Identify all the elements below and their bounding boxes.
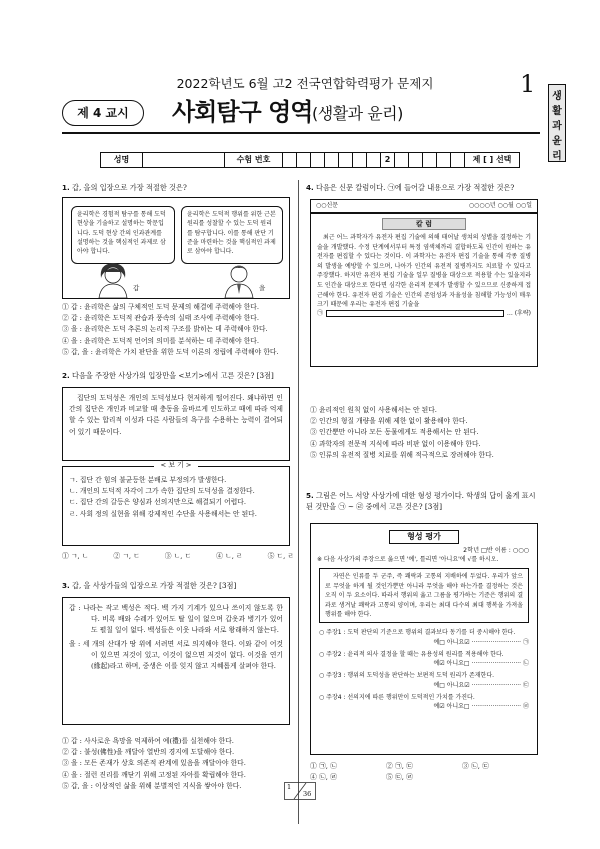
newspaper-name: ○○신문 bbox=[316, 202, 339, 209]
claim-text: ○ 주장1 : 도덕 판단의 기준으로 행위의 결과보다 동기를 더 중시해야 한다. bbox=[319, 629, 516, 637]
exam-number-digit[interactable] bbox=[297, 153, 311, 167]
footer-total: 36 bbox=[303, 790, 312, 798]
side-tab-char: 과 bbox=[552, 121, 562, 132]
student-info: 2학년 □반 이름 : ○○○ bbox=[463, 547, 529, 554]
answer-choice[interactable]: ⑤ ㄷ, ㄹ bbox=[267, 552, 294, 560]
bogi-item: ㄷ. 집단 간의 갈등은 양심과 선의지만으로 해결되기 어렵다. bbox=[69, 498, 247, 507]
exam-number-digit[interactable] bbox=[451, 153, 465, 167]
question-text: 다음을 주장한 사상가의 입장만을 <보기>에서 고른 것은? [3점] bbox=[72, 371, 274, 380]
info-bar bbox=[100, 152, 520, 168]
page-number: 1 bbox=[520, 70, 536, 98]
question-number: 1. bbox=[62, 183, 70, 192]
answer-choice[interactable]: ② 인간의 형질 개량을 위해 제한 없이 활용해야 한다. bbox=[310, 417, 468, 426]
answer-choice[interactable]: ④ ㄴ, ㄹ bbox=[216, 552, 243, 560]
answer-choice[interactable]: ① 갑 : 윤리학은 삶의 구체적인 도덕 문제의 해결에 주력해야 한다. bbox=[62, 303, 259, 311]
newspaper-date: ○○○○년 ○○월 ○○일 bbox=[468, 202, 532, 209]
question-4-choices bbox=[310, 405, 542, 461]
column-title: 칼 럼 bbox=[382, 218, 466, 230]
side-tab-char: 생 bbox=[552, 91, 562, 102]
question-3-stem bbox=[62, 580, 294, 591]
question-number: 3. bbox=[62, 581, 70, 590]
answer-choice[interactable]: ③ ㄴ, ㄷ bbox=[164, 552, 192, 560]
answer-choice[interactable]: ① ㄱ, ㄴ bbox=[62, 552, 89, 560]
answer-choice[interactable]: ② 갑 : 윤리학은 도덕적 관습과 풍속의 실태 조사에 주력해야 한다. bbox=[62, 314, 259, 323]
column-ellipsis: … (후략) bbox=[506, 309, 531, 317]
answer-choice[interactable]: ④ 을 : 윤리학은 도덕적 언어의 의미를 분석하는 데 주력해야 한다. bbox=[62, 336, 259, 345]
question-2-choices bbox=[62, 551, 294, 562]
question-3-passage bbox=[62, 597, 290, 725]
page-footer bbox=[284, 782, 316, 800]
blank-marker: ㉠ bbox=[317, 309, 324, 317]
question-text: 그림은 어느 서양 사상가에 대한 형성 평가이다. 학생의 답이 옳게 표시된 것만을 ㉠ ~ ㉣ 중에서 고른 것은? [3점] bbox=[306, 491, 536, 511]
answer-choice[interactable]: ① 갑 : 사사로운 욕망을 억제하여 예(禮)를 실천해야 한다. bbox=[62, 737, 234, 745]
question-text: 갑, 을 사상가들의 입장으로 가장 적절한 것은? [3점] bbox=[72, 581, 237, 590]
exam-number-digit[interactable] bbox=[395, 153, 409, 167]
answer-choice[interactable]: ③ ㉡, ㉢ bbox=[462, 762, 489, 770]
speech-bubble-a: 윤리학은 경험적 탐구를 통해 도덕 현상을 기술하고 설명하는 학문입니다. 도덕 현상 간의 인과관계를 설명하는 것을 핵심적인 과제로 삼아야 합니다. bbox=[71, 206, 175, 264]
exam-number-digit[interactable] bbox=[437, 153, 451, 167]
answer-choice[interactable]: ⑤ 갑, 을 : 이상적인 삶을 위해 분별적인 지식을 쌓아야 한다. bbox=[62, 781, 242, 790]
bogi-title: < 보 기 > bbox=[154, 461, 197, 469]
claims-list bbox=[311, 626, 537, 713]
claim-answer[interactable]: 예☑ 아니요□ ·························· ㉡ bbox=[433, 660, 529, 668]
question-5-stem bbox=[306, 490, 540, 512]
bogi-item: ㄴ. 개인의 도덕적 자각이 그가 속한 집단의 도덕성을 결정한다. bbox=[69, 487, 255, 496]
answer-choice[interactable]: ④ 과학자의 전문적 지식에 따라 비판 없이 이용해야 한다. bbox=[310, 439, 481, 448]
question-number: 5. bbox=[306, 491, 314, 500]
side-tab-char: 리 bbox=[552, 151, 562, 162]
answer-choice[interactable]: ① 윤리적인 원칙 없이 사용해서는 안 된다. bbox=[310, 406, 437, 414]
side-tab-char: 활 bbox=[552, 106, 562, 117]
claim-text: ○ 주장3 : 행위의 도덕성을 판단하는 보편적 도덕 원리가 존재한다. bbox=[319, 672, 495, 680]
column-divider bbox=[298, 180, 299, 824]
question-2-passage: 집단의 도덕성은 개인의 도덕성보다 현저하게 떨어진다. 왜냐하면 인간의 집단은 개인과 비교할 때 충동을 올바르게 인도하고 때에 따라 억제할 수 있는 합리적 이성과 다른 사람들의 욕구를 수용하는 능력이 결여되어 있기 때문이다. bbox=[62, 387, 290, 461]
exam-number-digit[interactable] bbox=[339, 153, 353, 167]
question-5-choices bbox=[310, 761, 536, 783]
exam-number-digit[interactable] bbox=[283, 153, 297, 167]
question-4-stem bbox=[306, 182, 540, 193]
exam-number-digit[interactable] bbox=[311, 153, 325, 167]
person-a-label: 갑 bbox=[133, 284, 140, 292]
person-b-label: 을 bbox=[259, 284, 266, 292]
bogi-item: ㄹ. 사회 정의 실현을 위해 강제적인 수단을 사용해서는 안 된다. bbox=[69, 509, 257, 518]
answer-choice[interactable]: ⑤ 인류의 유전적 질병 치료를 위해 적극적으로 장려해야 한다. bbox=[310, 450, 494, 459]
footer-page: 1 bbox=[287, 783, 292, 791]
question-3-choices bbox=[62, 736, 294, 792]
passage-speaker-b: 을 : 세 개의 산대가 땅 위에 서려면 서로 의지해야 한다. 이와 같이 어것이 있으면 저것이 있고, 이것이 없으면 저것이 없다. 이것을 연기(緣起)라고 하며, 중생은 이를 잊지 않고 지혜롭게 살펴야 한다. bbox=[69, 639, 283, 671]
answer-choice[interactable]: ① ㉠, ㉡ bbox=[310, 762, 337, 770]
claim-answer[interactable]: 예□ 아니요☑ ·························· ㉠ bbox=[433, 638, 529, 646]
claim-answer[interactable]: 예□ 아니요☑ ·························· ㉢ bbox=[433, 681, 529, 689]
answer-choice[interactable]: ⑤ 갑, 을 : 윤리학은 가치 판단을 위한 도덕 이론의 정립에 주력해야 한다. bbox=[62, 347, 279, 356]
question-2-bogi-box bbox=[62, 461, 290, 546]
exam-number-digit[interactable] bbox=[353, 153, 367, 167]
side-tab-char: 윤 bbox=[552, 136, 562, 147]
subject-title: 사회탐구 영역 bbox=[172, 98, 313, 126]
answer-choice[interactable]: ④ 을 : 절런 진리를 깨닫기 위해 고정된 자아를 확립해야 한다. bbox=[62, 770, 246, 779]
speech-bubble-b: 윤리학은 도덕적 행위를 위한 근본 원리를 성찰할 수 있는 도덕 원리를 탐구합니다. 이를 통해 판단 기준을 마련하는 것을 핵심적인 과제로 삼아야 합니다. bbox=[181, 206, 283, 264]
answer-choice[interactable]: ② ㄱ, ㄷ bbox=[113, 552, 140, 560]
newspaper-column bbox=[310, 199, 538, 367]
question-text: 다음은 신문 칼럼이다. ㉠에 들어갈 내용으로 가장 적절한 것은? bbox=[316, 183, 515, 192]
question-number: 4. bbox=[306, 183, 314, 192]
claim-answer[interactable]: 예☑ 아니요□ ·························· ㉣ bbox=[433, 702, 529, 710]
selection-label: 제 [ ] 선택 bbox=[472, 154, 512, 164]
person-b-icon bbox=[219, 260, 259, 298]
passage-speaker-a: 갑 : 나라는 작고 백성은 적다. 백 가지 기계가 있으나 쓰이지 않도록 한다. 비록 배와 수레가 있어도 탈 일이 없으며 갑옷과 병기가 있어도 펼칠 일이 없다. 백성들은 이웃 나라와 서로 왕래하지 않는다. bbox=[69, 604, 283, 635]
blank-box bbox=[326, 310, 504, 317]
question-number: 2. bbox=[62, 371, 70, 380]
side-subject-tab bbox=[548, 84, 566, 162]
exam-number-digit[interactable] bbox=[423, 153, 437, 167]
subject-subtitle: (생활과 윤리) bbox=[312, 104, 403, 123]
question-1-figure bbox=[62, 197, 290, 299]
answer-choice[interactable]: ④ ㉡, ㉣ bbox=[310, 773, 337, 782]
question-1-stem bbox=[62, 182, 292, 193]
exam-number-label: 수험 번호 bbox=[225, 153, 283, 167]
answer-choice[interactable]: ② ㉠, ㉢ bbox=[386, 762, 413, 770]
question-1-choices bbox=[62, 302, 294, 358]
person-a-icon bbox=[93, 260, 133, 298]
header-rule bbox=[62, 132, 540, 134]
assessment-title: 형성 평가 bbox=[389, 530, 459, 544]
exam-period: 제 4 교시 bbox=[62, 100, 144, 126]
answer-choice[interactable]: ③ 을 : 윤리학은 도덕 추론의 논리적 구조를 밝히는 데 주력해야 한다. bbox=[62, 325, 268, 334]
answer-choice[interactable]: ⑤ ㉢, ㉣ bbox=[386, 773, 413, 782]
thinker-passage: 자연은 인류를 두 군주, 즉 쾌락과 고통의 지배하에 두었다. 우리가 앞으로 무엇을 하게 될 것인가뿐만 아니라 무엇을 해야 하는가를 결정하는 것은 오직 이 두 요소이다. 따라서 행위의 옳고 그름을 평가하는 기준은 행위의 결과로 생겨날 쾌락과 고통의 양이며, 우리는 최대 다수의 최대 행복을 가져올 행위를 해야 한다. bbox=[319, 568, 529, 623]
exam-title: 2022학년도 6월 고2 전국연합학력평가 문제지 bbox=[176, 76, 434, 91]
column-body: 최근 어느 과학자가 유전자 편집 기술에 의해 태어날 생쳐의 성별을 결정하는 기술을 개발했다. 수정 단계에서부터 특정 염색체까리 결합하도록 인간이 원하는 유전자를 편집할 수 있다는 것이다. 이 과학자는 유전자 편집 기술을 통해 각종 질병의 발생을 예방할 수 있으며, 나아가 인간의 유전적 질병까지도 치료할 수 있다고 주장했다. 하지만 유전자 편집 기술을 일부 질병을 대상으로 적용할 수는 있을지라도 인간을 대상으로 한다면 심각한 윤리적 문제가 발생할 수 있으므로 신중하게 접근해야 한다. 유전자 편집 기술은 인간의 존엄성과 자율성을 침해할 가능성이 매우 크기 때문에 우리는 유전자 편집 기술을 bbox=[317, 234, 531, 309]
bogi-item: ㄱ. 집단 간 힘의 불균등한 분배로 부정의가 발생한다. bbox=[69, 476, 227, 484]
answer-choice[interactable]: ③ 인간뿐만 아니라 모든 동물에게도 적용해서는 안 된다. bbox=[310, 428, 479, 437]
name-field[interactable] bbox=[143, 153, 225, 167]
question-text: 갑, 을의 입장으로 가장 적절한 것은? bbox=[72, 183, 187, 192]
answer-choice[interactable]: ③ 을 : 모든 존재가 상호 의존적 관계에 있음을 깨달아야 한다. bbox=[62, 759, 246, 768]
claim-text: ○ 주장4 : 선의지에 따른 행위만이 도덕적인 가치를 가진다. bbox=[319, 693, 475, 701]
assessment-instruction: ※ 다음 사상가의 주장으로 옳으면 '예', 틀리면 '아니요'에 √를 하시오. bbox=[317, 556, 499, 564]
exam-number-digit[interactable] bbox=[367, 153, 381, 167]
exam-number-fixed-digit: 2 bbox=[381, 153, 395, 167]
name-label: 성명 bbox=[101, 153, 143, 167]
exam-number-digit[interactable] bbox=[409, 153, 423, 167]
claim-text: ○ 주장2 : 윤리적 의사 결정을 할 때는 유용성의 원리를 적용해야 한다. bbox=[319, 650, 504, 658]
question-2-stem bbox=[62, 370, 294, 381]
exam-number-digit[interactable] bbox=[325, 153, 339, 167]
answer-choice[interactable]: ② 갑 : 불성(佛性)을 깨달아 열반의 경지에 도달해야 한다. bbox=[62, 748, 235, 757]
formative-assessment bbox=[310, 523, 538, 755]
